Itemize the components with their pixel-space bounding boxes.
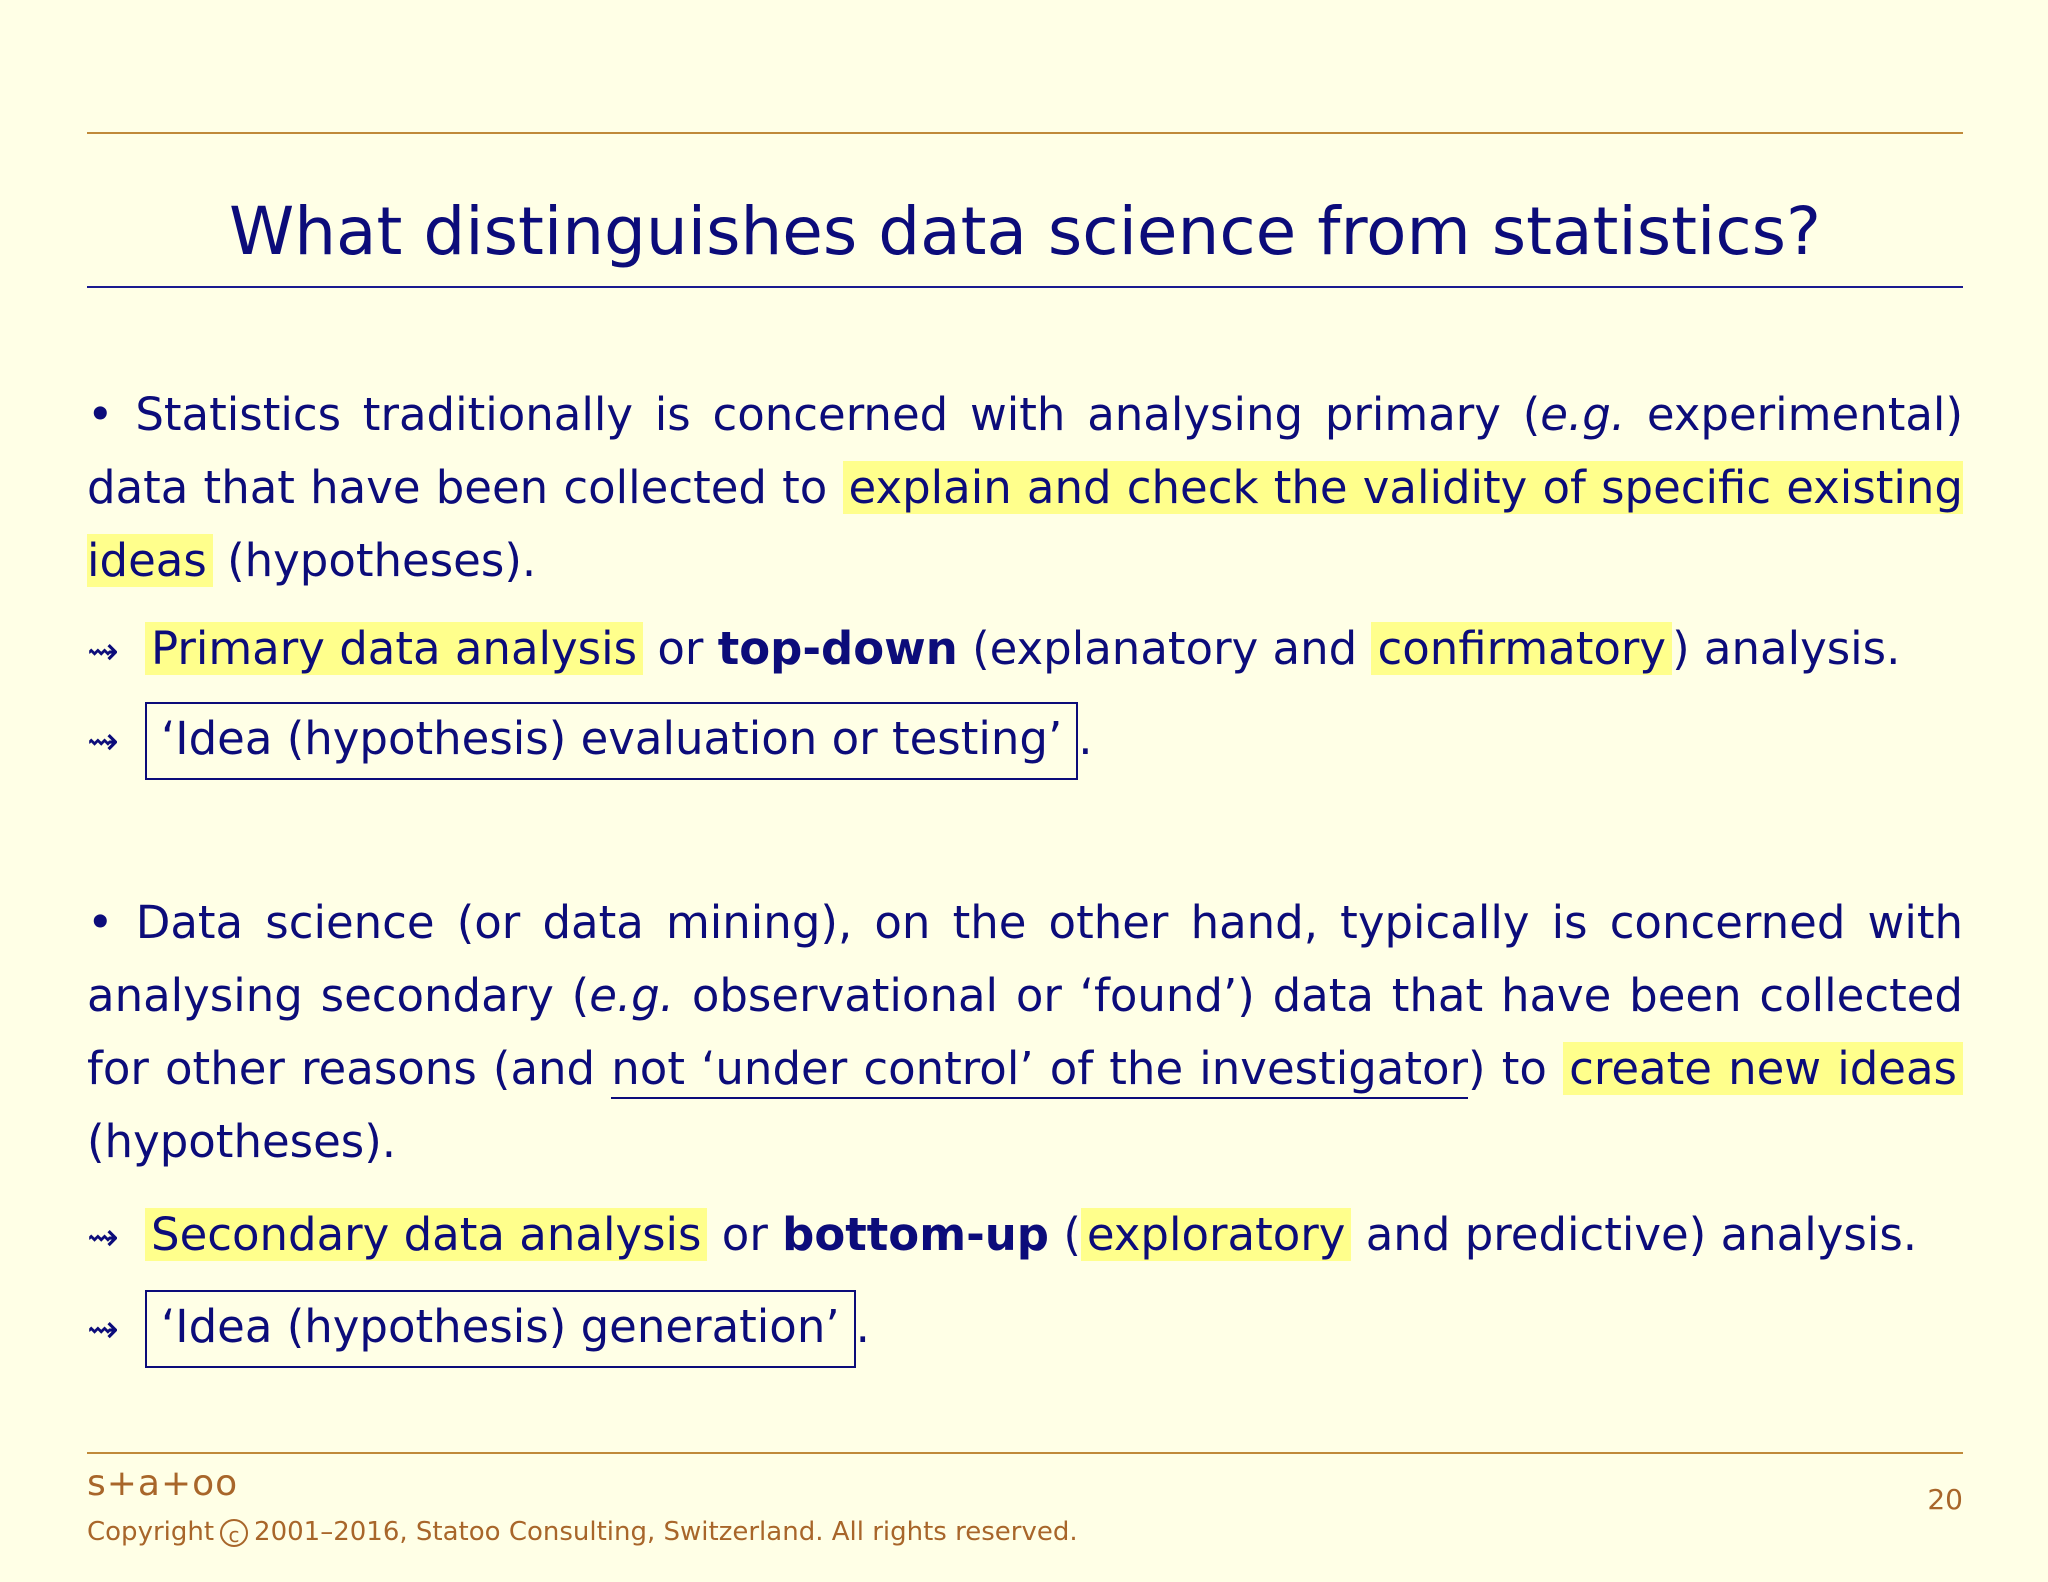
highlight-explain-validity: explain and check the validity of specific existing ideas <box>87 461 1963 587</box>
explanatory-text: (explanatory and <box>957 622 1372 675</box>
data-science-text-d: (hypotheses). <box>87 1115 397 1168</box>
primary-analysis-line <box>87 612 1900 688</box>
top-rule <box>87 132 1963 134</box>
underlined-not-under-control: not ‘under control’ of the investigator <box>611 1042 1468 1099</box>
statistics-text-a: Statistics traditionally is concerned with analysing primary ( <box>135 388 1541 441</box>
period: . <box>855 1300 870 1353</box>
idea-generation-line <box>87 1290 870 1368</box>
squiggle-arrow-icon: ⇝ <box>87 1215 115 1259</box>
highlight-secondary-analysis: Secondary data analysis <box>145 1208 707 1261</box>
top-down-bold: top-down <box>717 622 958 675</box>
statistics-paragraph <box>87 378 1963 597</box>
bullet: • <box>87 388 114 441</box>
boxed-idea-generation: ‘Idea (hypothesis) generation’ <box>145 1290 856 1368</box>
secondary-analysis-line <box>87 1198 1917 1274</box>
highlight-primary-analysis: Primary data analysis <box>145 622 643 675</box>
boxed-idea-evaluation: ‘Idea (hypothesis) evaluation or testing’ <box>145 702 1078 780</box>
squiggle-arrow-icon: ⇝ <box>87 629 115 673</box>
squiggle-arrow-icon: ⇝ <box>87 1307 115 1351</box>
data-science-text-c: ) to <box>1468 1042 1564 1095</box>
squiggle-arrow-icon: ⇝ <box>87 719 115 763</box>
copyright-notice <box>87 1514 1078 1550</box>
predictive-text: and predictive) analysis. <box>1351 1208 1918 1261</box>
data-science-paragraph <box>87 886 1963 1178</box>
statistics-text-b: experimental) data that have been collected to <box>87 388 1963 514</box>
statoo-logo: s+a+oo <box>87 1463 239 1504</box>
copyright-text: 2001–2016, Statoo Consulting, Switzerland. All rights reserved. <box>254 1517 1078 1547</box>
idea-evaluation-line <box>87 702 1093 780</box>
eg-italic: e.g. <box>1540 388 1626 441</box>
bottom-up-bold: bottom-up <box>782 1208 1050 1261</box>
footer-rule <box>87 1452 1963 1454</box>
bullet: • <box>87 896 114 949</box>
period: . <box>1078 712 1093 765</box>
analysis-text: ) analysis. <box>1672 622 1901 675</box>
highlight-create-new-ideas: create new ideas <box>1563 1042 1963 1095</box>
data-science-text-b: observational or ‘found’) data that have been collected for other reasons (and <box>87 969 1963 1095</box>
eg-italic: e.g. <box>589 969 675 1022</box>
copyright-icon: c <box>220 1519 248 1547</box>
highlight-confirmatory: confirmatory <box>1371 622 1672 675</box>
or-text: or <box>643 622 718 675</box>
title-underline <box>87 286 1963 288</box>
or-text: or <box>707 1208 783 1261</box>
data-science-text-a: Data science (or data mining), on the other hand, typically is concerned with analysing secondary ( <box>87 896 1963 1022</box>
copyright-label: Copyright <box>87 1517 215 1547</box>
page-number: 20 <box>1927 1483 1963 1516</box>
highlight-exploratory: exploratory <box>1081 1208 1352 1261</box>
paren-open: ( <box>1049 1208 1081 1261</box>
statistics-text-c: (hypotheses). <box>212 534 537 587</box>
slide-title: What distinguishes data science from statistics? <box>228 193 1822 270</box>
